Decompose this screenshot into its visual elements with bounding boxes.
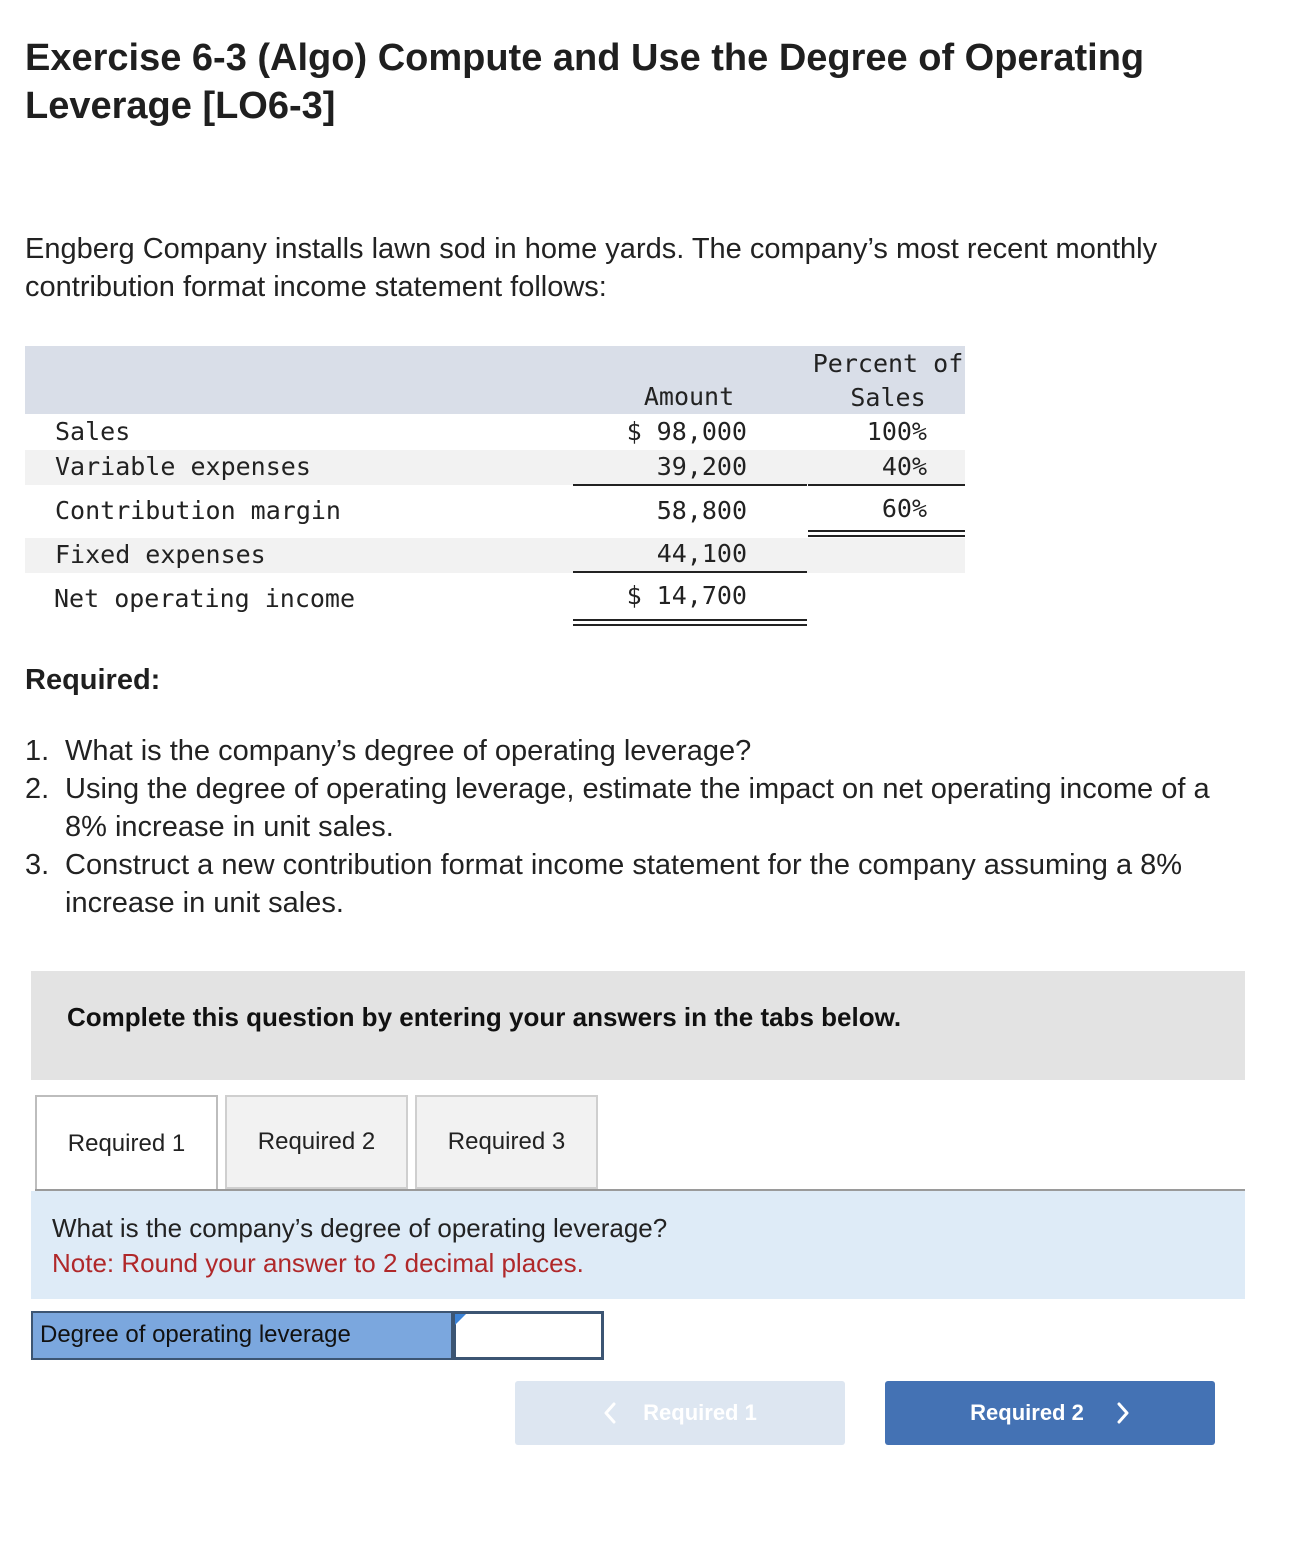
tab-required-1[interactable] xyxy=(35,1095,218,1191)
item-number: 3. xyxy=(25,849,50,881)
row-amount-contribution: 58,800 xyxy=(656,496,747,525)
degree-of-operating-leverage-input[interactable] xyxy=(453,1311,604,1360)
list-item xyxy=(25,770,1255,846)
list-item xyxy=(25,846,1255,922)
answer-label: Degree of operating leverage xyxy=(31,1311,453,1360)
requirements-list xyxy=(25,732,1255,922)
row-amount-fixed: 44,100 xyxy=(656,539,747,568)
row-amount-variable: 39,200 xyxy=(656,452,747,481)
question-text: What is the company’s degree of operating leverage? xyxy=(52,1213,668,1243)
row-percent-contribution: 60% xyxy=(881,494,927,523)
row-percent-variable: 40% xyxy=(881,452,927,481)
tab-label: Required 2 xyxy=(257,1128,376,1155)
next-button-label: Required 2 xyxy=(970,1400,1084,1425)
rounding-note: Note: Round your answer to 2 decimal places. xyxy=(52,1248,584,1278)
header-amount: Amount xyxy=(643,382,735,411)
chevron-left-icon xyxy=(603,1402,617,1424)
row-label-sales: Sales xyxy=(55,417,131,446)
row-label-variable: Variable expenses xyxy=(55,452,311,481)
row-amount-net-income: $ 14,700 xyxy=(626,581,747,610)
total-double-rule xyxy=(573,619,807,626)
item-text: Construct a new contribution format income statement for the company assuming a 8% increase in unit sales. xyxy=(65,849,1183,919)
instructions-banner xyxy=(31,971,1245,1080)
required-heading: Required: xyxy=(25,664,161,696)
row-label-net-income: Net operating income xyxy=(54,584,356,613)
row-amount-sales: $ 98,000 xyxy=(626,417,747,446)
total-double-rule xyxy=(808,530,965,537)
tab-required-2[interactable] xyxy=(225,1095,408,1189)
item-text: Using the degree of operating leverage, estimate the impact on net operating income of a 8% increase in unit sales. xyxy=(65,773,1210,843)
header-percent-line1: Percent of xyxy=(812,349,964,378)
banner-text: Complete this question by entering your answers in the tabs below. xyxy=(67,1002,902,1032)
item-text: What is the company’s degree of operating leverage? xyxy=(65,735,752,767)
header-percent-line2: Sales xyxy=(850,383,926,412)
tab-label: Required 1 xyxy=(67,1130,186,1157)
next-button[interactable] xyxy=(885,1381,1215,1445)
subtotal-rule xyxy=(573,484,807,486)
chevron-right-icon xyxy=(1116,1402,1130,1424)
row-label-fixed: Fixed expenses xyxy=(55,540,266,569)
item-number: 2. xyxy=(25,773,50,805)
subtotal-rule xyxy=(573,571,807,573)
input-flag-icon xyxy=(455,1314,466,1325)
row-label-contribution: Contribution margin xyxy=(55,496,341,525)
prev-button-label: Required 1 xyxy=(643,1400,757,1425)
income-statement-table xyxy=(25,346,965,636)
row-percent-sales: 100% xyxy=(866,417,927,446)
page-title: Exercise 6-3 (Algo) Compute and Use the Degree of Operating Leverage [LO6-3] xyxy=(25,37,1145,127)
question-panel xyxy=(31,1191,1245,1299)
list-item xyxy=(25,732,1255,770)
tab-label: Required 3 xyxy=(447,1128,566,1155)
intro-text: Engberg Company installs lawn sod in home yards. The company’s most recent monthly contribution format income statement follows: xyxy=(25,233,1158,303)
subtotal-rule xyxy=(808,484,965,486)
tab-required-3[interactable] xyxy=(415,1095,598,1189)
item-number: 1. xyxy=(25,735,50,767)
prev-button[interactable] xyxy=(515,1381,845,1445)
